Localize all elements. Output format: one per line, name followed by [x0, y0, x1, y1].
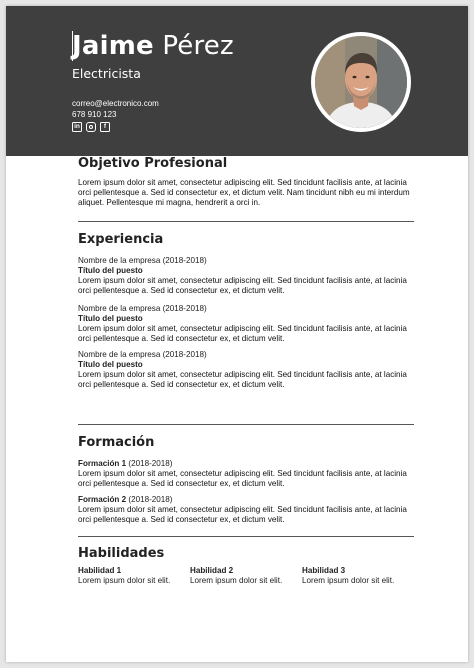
linkedin-icon[interactable]: in	[72, 122, 82, 132]
experience-heading[interactable]: Experiencia	[78, 232, 164, 247]
facebook-icon[interactable]: f	[100, 122, 110, 132]
skill-description: Lorem ipsum dolor sit elit.	[302, 576, 395, 585]
education-heading[interactable]: Formación	[78, 435, 155, 450]
education-title[interactable]	[78, 459, 172, 469]
education-title[interactable]	[78, 495, 172, 505]
skill-item[interactable]	[78, 566, 190, 586]
skill-item[interactable]	[302, 566, 414, 586]
portrait-image	[315, 36, 407, 128]
first-name[interactable]: Jaime	[72, 31, 154, 61]
experience-description[interactable]: Lorem ipsum dolor sit amet, consectetur adipiscing elit. Sed tincidunt facilisis ante, at lacinia orci pellentesque a. Sed id consectetur ex, et dictum velit.	[78, 276, 407, 295]
education-years: (2018-2018)	[126, 459, 173, 468]
experience-description[interactable]: Lorem ipsum dolor sit amet, consectetur adipiscing elit. Sed tincidunt facilisis ante, at lacinia orci pellentesque a. Sed id consectetur ex, et dictum velit.	[78, 324, 407, 343]
experience-company[interactable]: Nombre de la empresa (2018-2018)	[78, 350, 207, 359]
resume-header	[6, 6, 468, 156]
skill-name: Habilidad 2	[190, 566, 234, 575]
skill-item[interactable]	[190, 566, 302, 586]
objective-heading[interactable]: Objetivo Profesional	[78, 156, 228, 171]
experience-position[interactable]: Título del puesto	[78, 266, 143, 275]
section-divider	[78, 424, 414, 425]
section-divider	[78, 221, 414, 222]
skills-heading[interactable]: Habilidades	[78, 546, 165, 561]
instagram-icon[interactable]	[86, 122, 96, 132]
job-role[interactable]: Electricista	[72, 66, 141, 81]
objective-text[interactable]: Lorem ipsum dolor sit amet, consectetur adipiscing elit. Sed tincidunt facilisis ante, at lacinia orci pellentesque a. Sed id consectetur ex, et dictum velit. Nam tincidunt nibh eu mi interdum aliquet. Pellentesque mi magna, hendrerit a orci in.	[78, 178, 410, 207]
skill-name: Habilidad 1	[78, 566, 122, 575]
candidate-name[interactable]	[72, 30, 234, 62]
skill-description: Lorem ipsum dolor sit elit.	[190, 576, 283, 585]
education-name: Formación 2	[78, 495, 127, 504]
contact-phone[interactable]: 678 910 123	[72, 110, 117, 119]
skills-list	[78, 566, 414, 586]
profile-photo[interactable]	[315, 36, 407, 128]
education-description[interactable]: Lorem ipsum dolor sit amet, consectetur adipiscing elit. Sed tincidunt facilisis ante, at lacinia orci pellentesque a. Sed id consectetur ex, et dictum velit.	[78, 469, 407, 488]
contact-email[interactable]: correo@electronico.com	[72, 99, 159, 108]
last-name[interactable]: Pérez	[162, 31, 234, 61]
social-links	[72, 122, 110, 132]
experience-description[interactable]: Lorem ipsum dolor sit amet, consectetur adipiscing elit. Sed tincidunt facilisis ante, at lacinia orci pellentesque a. Sed id consectetur ex, et dictum velit.	[78, 370, 407, 389]
section-divider	[78, 536, 414, 537]
skill-name: Habilidad 3	[302, 566, 346, 575]
education-description[interactable]: Lorem ipsum dolor sit amet, consectetur adipiscing elit. Sed tincidunt facilisis ante, at lacinia orci pellentesque a. Sed id consectetur ex, et dictum velit.	[78, 505, 407, 524]
education-name: Formación 1	[78, 459, 127, 468]
experience-position[interactable]: Título del puesto	[78, 314, 143, 323]
education-years: (2018-2018)	[126, 495, 173, 504]
experience-company[interactable]: Nombre de la empresa (2018-2018)	[78, 256, 207, 265]
skill-description: Lorem ipsum dolor sit elit.	[78, 576, 171, 585]
experience-position[interactable]: Título del puesto	[78, 360, 143, 369]
profile-photo-frame	[311, 32, 411, 132]
experience-company[interactable]: Nombre de la empresa (2018-2018)	[78, 304, 207, 313]
resume-page	[6, 6, 468, 662]
